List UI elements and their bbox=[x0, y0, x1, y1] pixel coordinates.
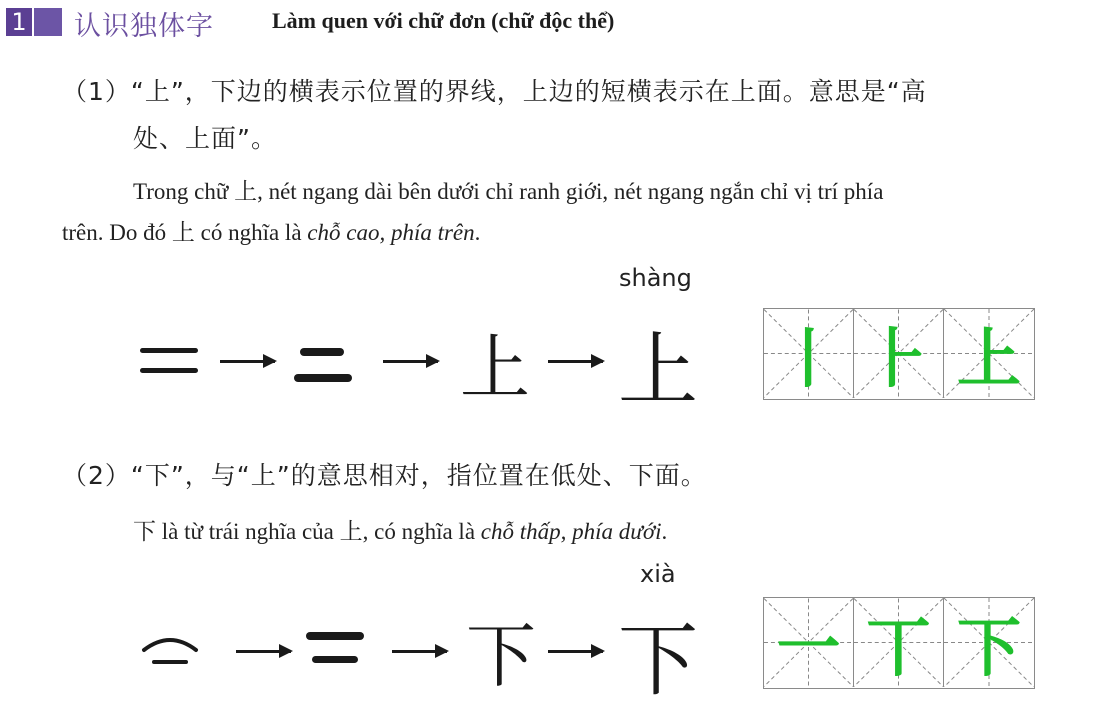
item2-evo-bronze-bottom bbox=[312, 656, 358, 663]
item2-stroke-char-1: 一 bbox=[776, 611, 841, 686]
item1-stroke-grid bbox=[763, 308, 1035, 400]
section-number-badge: 1 bbox=[6, 8, 32, 36]
item1-arrow-2 bbox=[383, 360, 438, 363]
item1-stroke-char-1: 丨 bbox=[776, 322, 841, 397]
item1-vi-line2-pre: trên. Do đó 上 có nghĩa là bbox=[62, 220, 308, 245]
section-title: 认识独体字 bbox=[74, 11, 214, 42]
item2-vi-line1 bbox=[133, 513, 667, 546]
item1-evo-ancient-top bbox=[140, 348, 198, 353]
section-header bbox=[0, 0, 1109, 40]
item1-pinyin: shàng bbox=[619, 264, 692, 292]
item2-arrow-2 bbox=[392, 650, 447, 653]
item2-stroke-grid bbox=[763, 597, 1035, 689]
item2-stroke-char-2: 丅 bbox=[866, 611, 931, 686]
item2-evo-ancient bbox=[140, 628, 200, 668]
section-number-bar bbox=[34, 8, 62, 36]
item2-stroke-cell-1 bbox=[764, 598, 854, 687]
section-subtitle: Làm quen với chữ đơn (chữ độc thể) bbox=[272, 8, 615, 33]
item1-vi-line2 bbox=[62, 214, 480, 247]
item2-arrow-1 bbox=[236, 650, 291, 653]
item1-stroke-char-3: 上 bbox=[957, 322, 1021, 397]
item1-vi-line1: Trong chữ 上, nét ngang dài bên dưới chỉ ranh giới, nét ngang ngắn chỉ vị trí phía bbox=[133, 179, 884, 204]
item1-evo-modern: 上 bbox=[618, 324, 698, 417]
item2-arrow-3 bbox=[548, 650, 603, 653]
item1-arrow-1 bbox=[220, 360, 275, 363]
item1-evo-seal: 上 bbox=[460, 327, 530, 409]
item2-vi-line1-em: chỗ thấp, phía dưới bbox=[480, 519, 662, 544]
item1-zh-line1: （1）“上”，下边的横表示位置的界线，上边的短横表示在上面。意思是“高 bbox=[62, 77, 927, 106]
item2-vi-line1-post: . bbox=[661, 519, 668, 544]
item1-evo-bronze-top bbox=[300, 348, 344, 356]
item2-evo-ancient-arc bbox=[144, 640, 196, 650]
item2-zh-line1: （2）“下”，与“上”的意思相对，指位置在低处、下面。 bbox=[62, 461, 707, 490]
item2-stroke-cell-3 bbox=[944, 598, 1034, 687]
item2-stroke-cell-2 bbox=[854, 598, 944, 687]
item1-stroke-cell-3 bbox=[944, 309, 1034, 398]
item2-evo-seal: 下 bbox=[466, 615, 536, 697]
item1-vi-line2-em: chỗ cao, phía trên bbox=[307, 220, 475, 245]
item1-stroke-cell-2 bbox=[854, 309, 944, 398]
item2-stroke-char-3: 下 bbox=[957, 611, 1021, 686]
item2-vi-line1-pre: 下 là từ trái nghĩa của 上, có nghĩa là bbox=[133, 519, 481, 544]
item1-stroke-cell-1 bbox=[764, 309, 854, 398]
item1-evo-bronze-bottom bbox=[294, 374, 352, 382]
item2-evo-modern: 下 bbox=[618, 614, 698, 707]
item1-vi-line2-post: . bbox=[474, 220, 481, 245]
item2-evo-bronze-top bbox=[306, 632, 364, 640]
item1-arrow-3 bbox=[548, 360, 603, 363]
item1-zh-line2: 处、上面”。 bbox=[133, 124, 277, 153]
item1-evo-ancient-bottom bbox=[140, 368, 198, 373]
item2-pinyin: xià bbox=[640, 560, 676, 588]
item1-stroke-char-2: ⺊ bbox=[866, 322, 931, 397]
